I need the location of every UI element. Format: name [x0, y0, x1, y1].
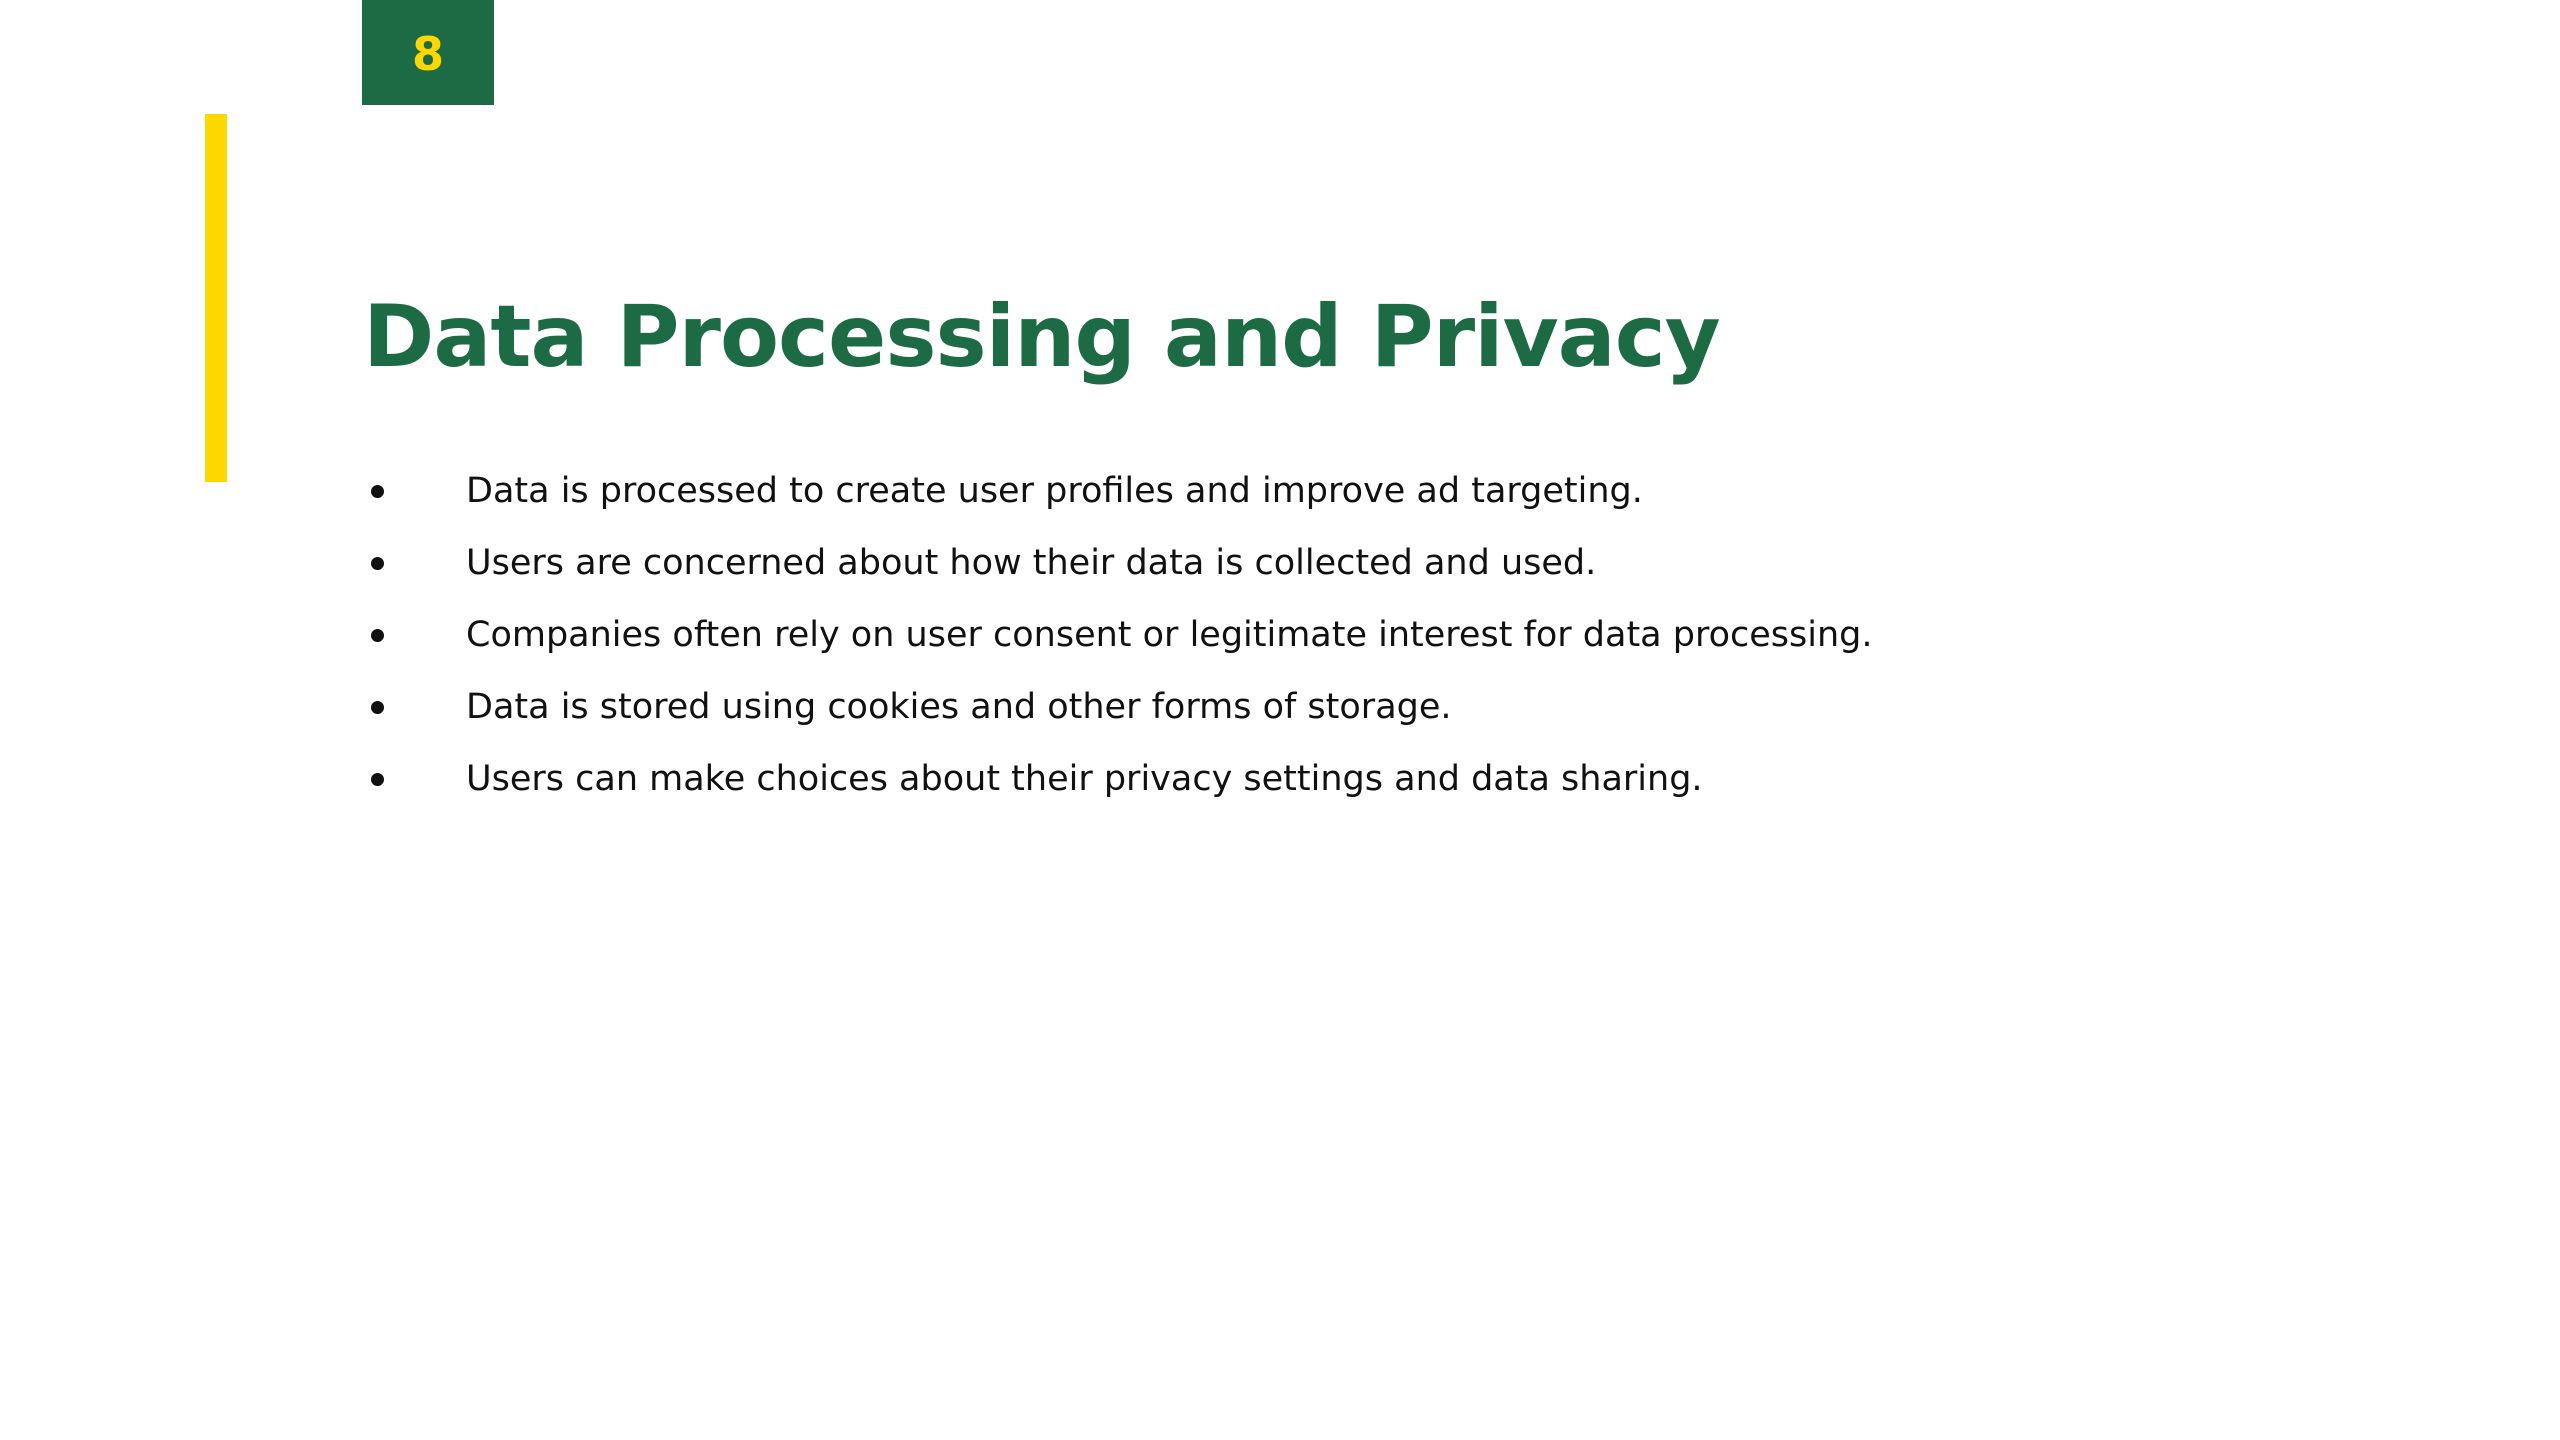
- accent-bar: [205, 114, 227, 482]
- bullet-text: Users can make choices about their privacy settings and data sharing.: [466, 759, 1703, 799]
- page-number: 8: [411, 26, 444, 81]
- bullet-item: [363, 671, 2263, 743]
- bullet-item: [363, 743, 2263, 815]
- page-number-badge: [362, 0, 494, 105]
- bullet-item: [363, 455, 2263, 527]
- bullet-icon: [371, 557, 384, 570]
- bullet-icon: [371, 773, 384, 786]
- bullet-item: [363, 527, 2263, 599]
- bullet-icon: [371, 701, 384, 714]
- bullet-text: Companies often rely on user consent or legitimate interest for data processing.: [466, 615, 1873, 655]
- bullet-icon: [371, 629, 384, 642]
- bullet-text: Data is stored using cookies and other forms of storage.: [466, 687, 1452, 727]
- bullet-text: Data is processed to create user profiles and improve ad targeting.: [466, 471, 1643, 511]
- bullet-item: [363, 599, 2263, 671]
- slide-title: Data Processing and Privacy: [363, 287, 1720, 387]
- bullet-list: [363, 455, 2263, 815]
- bullet-icon: [371, 485, 384, 498]
- bullet-text: Users are concerned about how their data is collected and used.: [466, 543, 1597, 583]
